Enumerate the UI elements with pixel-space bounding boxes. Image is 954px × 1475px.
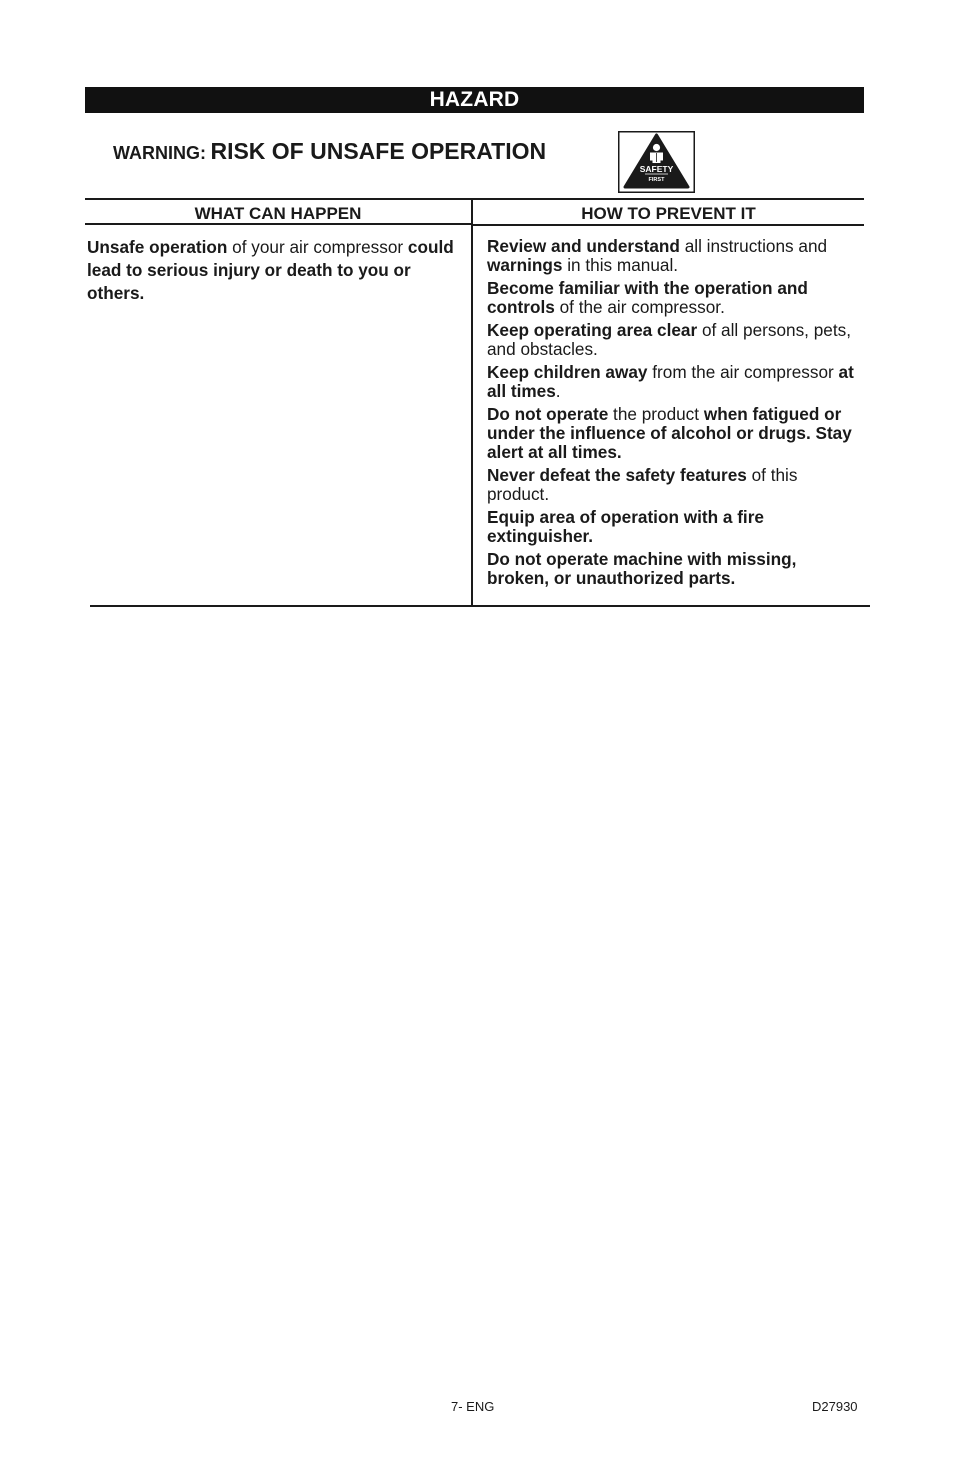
prevention-item: Keep children away from the air compressor at all times.	[487, 362, 854, 401]
prevention-item: Do not operate the product when fatigued or under the influence of alcohol or drugs. Stay alert at all times.	[487, 404, 852, 462]
column-header-how-to-prevent: HOW TO PREVENT IT	[581, 204, 756, 223]
prevention-item: Review and understand all instructions and warnings in this manual.	[487, 236, 828, 275]
hazard-banner: HAZARD	[85, 87, 864, 113]
header-rule-right	[473, 224, 864, 226]
prevention-item: Do not operate machine with missing, broken, or unauthorized parts.	[487, 549, 797, 588]
prevention-item: Keep operating area clear of all persons, pets, and obstacles.	[487, 320, 851, 359]
table-bottom-rule	[90, 605, 870, 607]
how-to-prevent-list	[487, 237, 859, 592]
what-can-happen-text: Unsafe operation of your air compressor could lead to serious injury or death to you or others.	[87, 237, 454, 303]
column-divider	[471, 200, 473, 606]
warning-title: RISK OF UNSAFE OPERATION	[210, 138, 547, 164]
prevention-item: Never defeat the safety features of this product.	[487, 465, 798, 504]
table-top-rule	[85, 198, 864, 200]
column-header-what-can-happen: WHAT CAN HAPPEN	[194, 204, 362, 223]
warning-heading	[113, 138, 546, 165]
safety-first-icon	[618, 131, 695, 193]
document-code: D27930	[812, 1399, 858, 1414]
safety-icon-text-2: FIRST	[648, 177, 665, 183]
prevention-item: Equip area of operation with a fire extinguisher.	[487, 507, 764, 546]
prevention-item: Become familiar with the operation and controls of the air compressor.	[487, 278, 808, 317]
warning-label: WARNING:	[113, 143, 206, 163]
page-number: 7- ENG	[451, 1399, 495, 1414]
safety-icon-text-1: SAFETY	[639, 164, 674, 174]
